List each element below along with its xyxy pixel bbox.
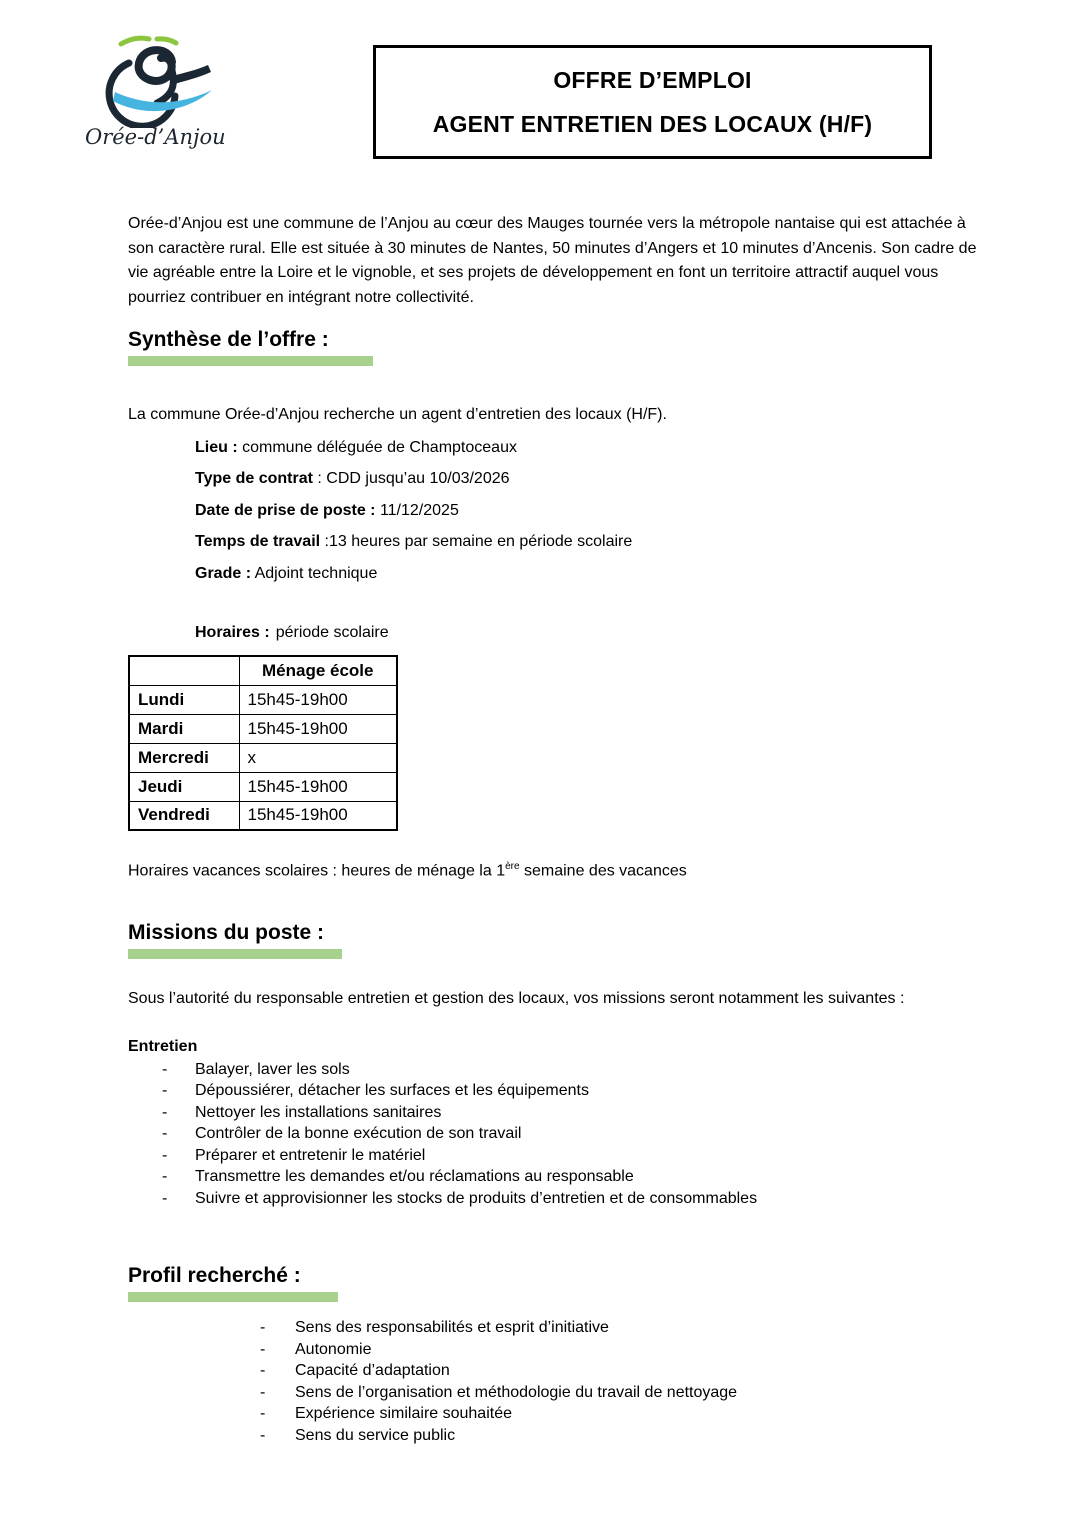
detail-value: :13 heures par semaine en période scolaire [320,533,633,550]
dash-bullet: - [162,1125,168,1143]
list-item [128,1059,996,1081]
time-cell: 15h45-19h00 [239,685,397,714]
document-title-line1: OFFRE D’EMPLOI [553,66,752,93]
detail-value: : CDD jusqu’au 10/03/2026 [312,470,510,487]
list-item-text: Sens des responsabilités et esprit d’initiative [295,1319,609,1337]
logo-swirl-icon [85,33,217,128]
green-underline-bar [128,949,342,959]
section-heading-profil: Profil recherché : [128,1264,301,1288]
header-empty-cell [129,656,239,685]
list-item [128,1145,996,1167]
horaires-label: Horaires : [195,624,270,641]
list-item-text: Expérience similaire souhaitée [295,1405,512,1423]
missions-lead: Sous l’autorité du responsable entretien et gestion des locaux, vos missions seront notamment les suivantes : [128,990,905,1008]
detail-label: Type de contrat [195,470,313,487]
day-cell: Jeudi [129,772,239,801]
list-item [128,1339,996,1361]
detail-label: Temps de travail [195,533,321,550]
document-body [128,212,996,1446]
oree-danjou-logo [85,33,226,161]
time-cell: x [239,743,397,772]
day-cell: Vendredi [129,801,239,830]
vacances-suffix: semaine des vacances [519,862,687,880]
green-underline-bar [128,356,373,366]
title-box [373,45,932,159]
detail-label: Lieu : [195,438,238,456]
list-item-text: Préparer et entretenir le matériel [195,1146,426,1164]
horaires-line [195,624,996,642]
list-item [128,1317,996,1339]
table-row [129,714,397,743]
header-menage-ecole: Ménage école [239,656,397,685]
profil-list [128,1317,996,1446]
list-item [128,1425,996,1447]
time-cell: 15h45-19h00 [239,772,397,801]
horaires-value: période scolaire [275,624,389,641]
offer-details [195,436,996,587]
detail-label: Date de prise de poste : [195,501,376,519]
list-item [128,1403,996,1425]
missions-subheading: Entretien [128,1037,198,1055]
detail-value: Adjoint technique [251,564,378,582]
list-item-text: Sens du service public [295,1426,456,1444]
time-cell: 15h45-19h00 [239,801,397,830]
list-item-text: Dépoussiérer, détacher les surfaces et les équipements [195,1082,589,1100]
table-row [129,772,397,801]
schedule-table [128,655,398,831]
list-item-text: Balayer, laver les sols [195,1060,350,1078]
detail-type-contrat [195,467,996,492]
dash-bullet: - [260,1340,266,1358]
list-item [128,1166,996,1188]
dash-bullet: - [260,1362,266,1380]
list-item-text: Contrôler de la bonne exécution de son travail [195,1125,522,1143]
document-title-line2: AGENT ENTRETIEN DES LOCAUX (H/F) [432,110,873,137]
synthese-lead: La commune Orée-d’Anjou recherche un agent d’entretien des locaux (H/F). [128,406,667,423]
table-row [129,801,397,830]
list-item [128,1382,996,1404]
detail-date-poste [195,499,996,524]
detail-value: 11/12/2025 [375,501,459,519]
intro-paragraph: Orée-d’Anjou est une commune de l’Anjou au cœur des Mauges tournée vers la métropole nantaise qui est attachée à son caractère rural. Elle est située à 30 minutes de Nantes, 50 minutes d’Angers et 10 minutes d’Ancenis. Son cadre de vie agréable entre la Loire et le vignoble, et ses projets de développement en font un territoire attractif auquel vous pourriez contribuer en intégrant notre collectivité. [128,215,977,306]
day-cell: Mardi [129,714,239,743]
dash-bullet: - [162,1103,168,1121]
green-underline-bar [128,1292,338,1302]
logo-wordmark: Orée-d’Anjou [85,125,226,149]
list-item-text: Suivre et approvisionner les stocks de produits d’entretien et de consommables [195,1189,758,1207]
vacances-prefix: Horaires vacances scolaires : heures de ménage la 1 [128,862,506,880]
day-cell: Lundi [129,685,239,714]
table-header-row [129,656,397,685]
dash-bullet: - [260,1426,266,1444]
detail-label: Grade : [195,564,252,582]
list-item-text: Sens de l’organisation et méthodologie du travail de nettoyage [295,1383,738,1401]
list-item-text: Nettoyer les installations sanitaires [195,1103,442,1121]
detail-temps-travail [195,530,996,555]
dash-bullet: - [162,1060,168,1078]
list-item-text: Autonomie [295,1340,372,1358]
section-heading-synthese: Synthèse de l’offre : [128,328,329,351]
dash-bullet: - [162,1082,168,1100]
dash-bullet: - [260,1319,266,1337]
missions-list [128,1059,996,1210]
table-row [129,685,397,714]
list-item-text: Transmettre les demandes et/ou réclamations au responsable [195,1168,634,1186]
vacances-line [128,861,996,880]
detail-grade [195,562,996,587]
list-item [128,1102,996,1124]
detail-value: commune déléguée de Champtoceaux [237,438,517,456]
detail-lieu [195,436,996,461]
dash-bullet: - [162,1168,168,1186]
dash-bullet: - [260,1405,266,1423]
list-item [128,1188,996,1210]
list-item [128,1080,996,1102]
vacances-superscript: ère [505,861,520,872]
list-item [128,1123,996,1145]
time-cell: 15h45-19h00 [239,714,397,743]
table-row [129,743,397,772]
list-item-text: Capacité d’adaptation [295,1362,450,1380]
section-heading-missions: Missions du poste : [128,921,325,945]
list-item [128,1360,996,1382]
dash-bullet: - [260,1383,266,1401]
day-cell: Mercredi [129,743,239,772]
dash-bullet: - [162,1189,168,1207]
dash-bullet: - [162,1146,168,1164]
